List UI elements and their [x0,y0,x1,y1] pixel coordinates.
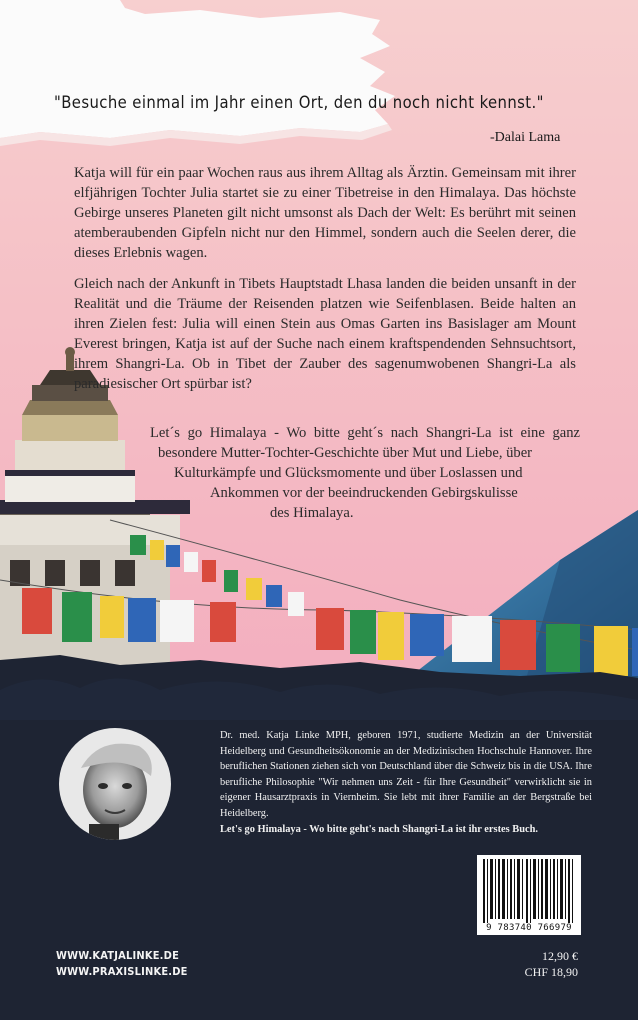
author-bio-closing: Let's go Himalaya - Wo bitte geht's nach Shangri-La ist ihr erstes Buch. [220,823,538,835]
isbn-barcode [477,855,581,935]
blurb-line: des Himalaya. [270,505,354,521]
price-chf: CHF 18,90 [524,965,578,979]
blurb-line: Ankommen vor der beeindruckenden Gebirgskulisse [210,485,518,501]
blurb-paragraph-1: Katja will für ein paar Wochen raus aus ihrem Alltag als Ärztin. Gemeinsam mit ihrer elfjährigen Tochter Julia startet sie zu einer Tibetreise in den Himalaya. Das höchste Gebirge unseres Planeten gilt nicht umsonst als Dach der Welt: Es berührt mit seinen atemberaubenden Gipfeln nicht nur den Himmel, sondern auch die Seelen derer, die dieses Erlebnis wagen. [74,165,576,261]
website-link[interactable]: WWW.KATJALINKE.DE [56,949,180,962]
author-portrait [59,728,171,840]
blurb-line: besondere Mutter-Tochter-Geschichte über Mut und Liebe, über [158,445,533,461]
price-block [525,948,578,980]
website-link[interactable]: WWW.PRAXISLINKE.DE [56,965,188,978]
quote-author: -Dalai Lama [490,130,561,145]
author-bio-text: Dr. med. Katja Linke MPH, geboren 1971, studierte Medizin an der Universität Heidelberg und Gesundheitsökonomie an der Medizinischen Hochschule Hannover. Ihre beruflichen Stationen ziehen sich von Deutschland über die Schweiz bis in die USA. Ihre berufliche Philosophie "Wir nehmen uns Zeit - für Ihre Gesundheit" verwirklicht sie in eigener Hausarztpraxis in Viernheim. Sie lebt mit ihrer Familie an der Bergstraße bei Heidelberg. [220,730,592,819]
blurb-paragraph-2: Gleich nach der Ankunft in Tibets Hauptstadt Lhasa landen die beiden unsanft in der Realität und die Träume der Reisenden platzen wie Seifenblasen. Beide halten an ihren Zielen fest: Julia will einen Stein aus Omas Garten ins Basislager am Mount Everest bringen, Katja ist auf der Suche nach einem kraftspendenden Sehnsuchtsort, ihrem Shangri-La. Ob in Tibet der Zauber des sagenumwobenen Shangri-La als paradiesischer Ort spürbar ist? [74,276,576,392]
author-bio [220,728,592,837]
websites [56,948,188,980]
price-eur: 12,90 € [542,949,578,963]
barcode-number: 9 783740 766979 [486,923,572,933]
blurb-line: Let´s go Himalaya - Wo bitte geht´s nach Shangri-La ist eine ganz [150,425,580,441]
blurb-paragraph-3 [150,423,580,523]
torn-paper-banner [0,0,395,138]
epigraph-quote: "Besuche einmal im Jahr einen Ort, den du noch nicht kennst." [54,93,544,112]
barcode-bars [483,859,573,923]
blurb-line: Kulturkämpfe und Glücksmomente und über Loslassen und [174,465,523,481]
